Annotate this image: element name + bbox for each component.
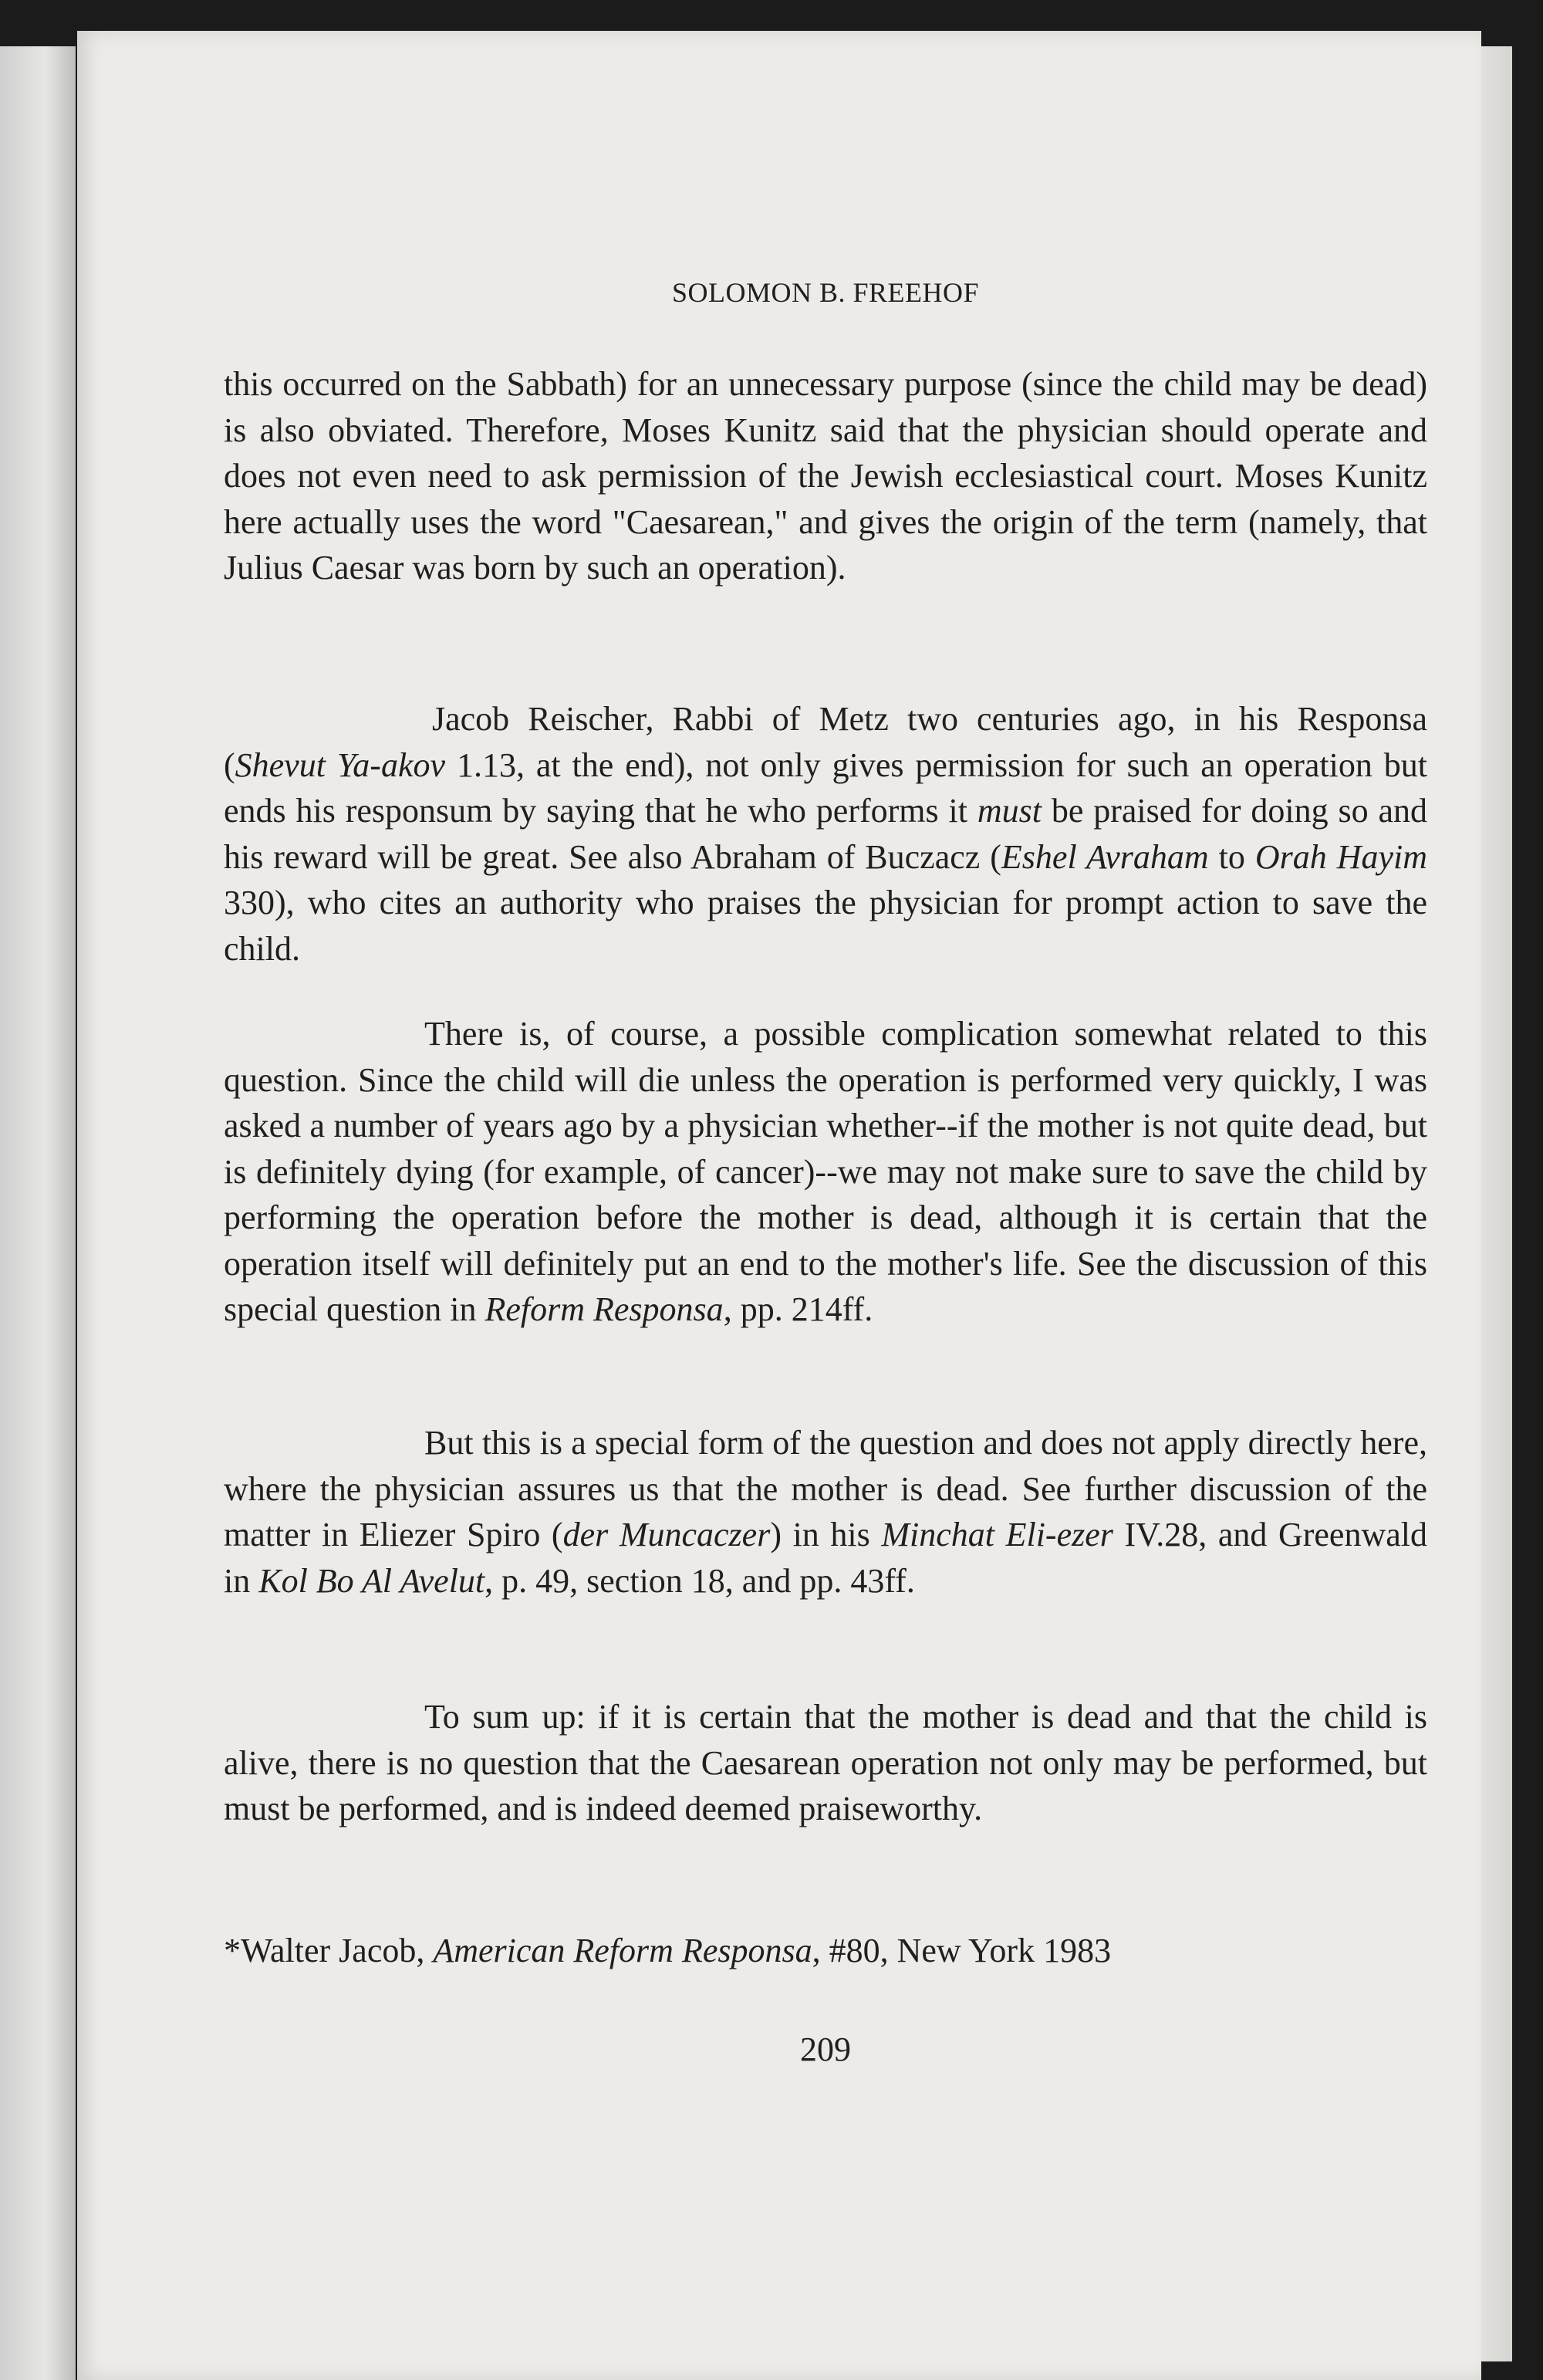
book-title-minchat-eli-ezer: Minchat Eli-ezer: [881, 1516, 1113, 1553]
book-title-shevut-ya-akov: Shevut Ya-akov: [235, 745, 446, 784]
p2-text: to: [1208, 837, 1255, 876]
book-title-der-muncaczer: der Muncaczer: [562, 1516, 771, 1553]
page-number: 209: [800, 2030, 851, 2068]
footnote-text: *Walter Jacob,: [224, 1932, 434, 1969]
p2-text: be praised for doing so and his reward will be great. See also Abraham of Buczacz (: [224, 792, 1427, 876]
facing-page-edge: [0, 46, 76, 2380]
book-title-eshel-avraham: Eshel Avraham: [1001, 837, 1209, 876]
emphasis-must: must: [977, 792, 1042, 830]
paragraph-2: [224, 696, 1427, 972]
p3-text: , pp. 214ff.: [723, 1290, 873, 1328]
book-title-reform-responsa: Reform Responsa: [485, 1290, 724, 1328]
paragraph-1: this occurred on the Sabbath) for an unnecessary purpose (since the child may be dead) is also obviated. Therefore, Moses Kunitz said that the physician should operate and does not even need to ask permission of the Jewish ecclesiastical court. Moses Kunitz here actually uses the word "Caesarean," and gives the origin of the term (namely, that Julius Caesar was born by such an operation).: [224, 365, 1427, 587]
footnote: [224, 1928, 1427, 1973]
footnote-text: , #80, New York 1983: [812, 1932, 1112, 1969]
book-title-kol-bo-al-avelut: Kol Bo Al Avelut: [258, 1561, 485, 1600]
book-title-orah-hayim: Orah Hayim: [1254, 837, 1428, 876]
running-head: SOLOMON B. FREEHOF: [671, 277, 980, 308]
p4-text: IV.28, and Greenwald in: [224, 1516, 1427, 1600]
p2-text: 1.13, at the end), not only gives permission for such an operation but ends his responsum by saying that he who performs it: [224, 745, 1427, 830]
p2-text: 330), who cites an authority who praises the physician for prompt action to save the child.: [224, 884, 1427, 968]
p3-text: There is, of course, a possible complication somewhat related to this question. Since the child will die unless the operation is performed very quickly, I was asked a number of years ago by a physician whether--if the mother is not quite dead, but is definitely dying (for example, of cancer)--we may not make sure to save the child by performing the operation before the mother is dead, although it is certain that the operation itself will definitely put an end to the mother's life. See the discussion of this special question in: [224, 1015, 1427, 1328]
p4-text: ) in his: [770, 1516, 882, 1553]
p2-text: Jacob Reischer, Rabbi of Metz two centuries ago, in his Responsa (: [224, 700, 1427, 784]
p4-text: But this is a special form of the question and does not apply directly here, where the physician assures us that the mother is dead. See further discussion of the matter in Eliezer Spiro (: [224, 1424, 1427, 1553]
paragraph-4: [224, 1420, 1427, 1604]
book-title-american-reform-responsa: American Reform Responsa: [433, 1932, 812, 1969]
paragraph-5: To sum up: if it is certain that the mother is dead and that the child is alive, there is no question that the Caesarean operation not only may be performed, but must be performed, and is indeed deemed praiseworthy.: [224, 1698, 1427, 1827]
p4-text: , p. 49, section 18, and pp. 43ff.: [485, 1561, 915, 1600]
paragraph-3: [224, 1011, 1427, 1333]
book-page: [77, 31, 1481, 2380]
